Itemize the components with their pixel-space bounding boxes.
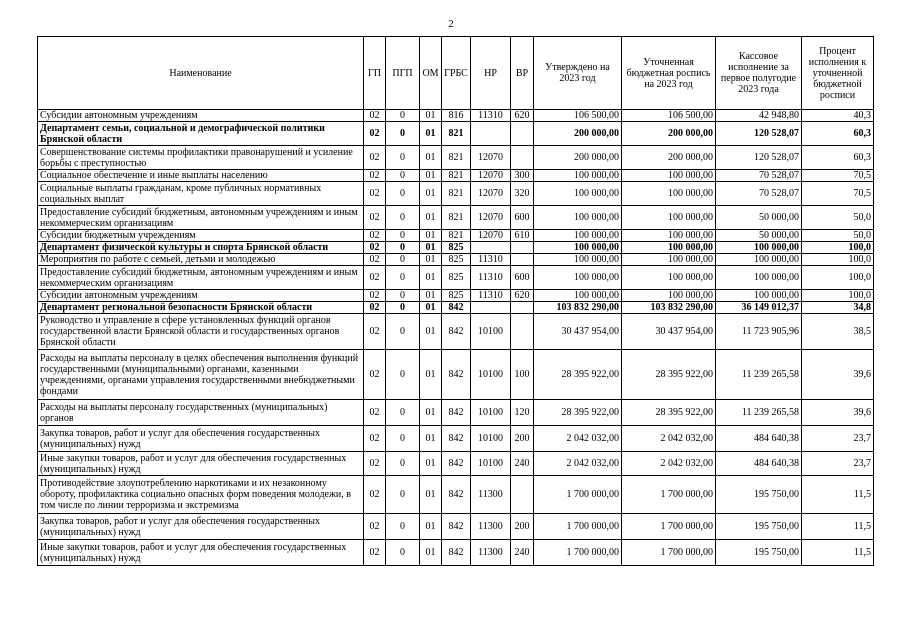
cell-ppgp: 0	[386, 230, 420, 242]
cell-percent: 23,7	[802, 426, 874, 452]
table-row	[38, 452, 874, 476]
cell-approved: 100 000,00	[534, 170, 622, 182]
cell-percent: 50,0	[802, 230, 874, 242]
cell-vr: 610	[511, 230, 534, 242]
cell-vr: 600	[511, 266, 534, 290]
cell-ppgp: 0	[386, 170, 420, 182]
cell-np	[471, 122, 511, 146]
cell-percent: 50,0	[802, 206, 874, 230]
cell-refined: 2 042 032,00	[622, 452, 716, 476]
cell-np: 10100	[471, 350, 511, 400]
cell-refined: 200 000,00	[622, 146, 716, 170]
cell-vr	[511, 476, 534, 514]
cell-name: Департамент семьи, социальной и демографической политики Брянской области	[38, 122, 364, 146]
table-row	[38, 206, 874, 230]
table-row	[38, 242, 874, 254]
cell-om: 01	[420, 452, 442, 476]
cell-om: 01	[420, 514, 442, 540]
cell-refined: 100 000,00	[622, 242, 716, 254]
cell-cash: 100 000,00	[716, 254, 802, 266]
cell-cash: 36 149 012,37	[716, 302, 802, 314]
cell-approved: 200 000,00	[534, 146, 622, 170]
cell-approved: 1 700 000,00	[534, 476, 622, 514]
cell-name: Социальное обеспечение и иные выплаты населению	[38, 170, 364, 182]
table-row	[38, 254, 874, 266]
cell-cash: 100 000,00	[716, 266, 802, 290]
cell-om: 01	[420, 400, 442, 426]
cell-ppgp: 0	[386, 540, 420, 566]
cell-gp: 02	[364, 254, 386, 266]
cell-grbs: 816	[442, 110, 471, 122]
cell-np: 11310	[471, 290, 511, 302]
cell-grbs: 825	[442, 242, 471, 254]
cell-vr	[511, 122, 534, 146]
cell-approved: 30 437 954,00	[534, 314, 622, 350]
cell-om: 01	[420, 266, 442, 290]
col-header-grbs: ГРБС	[442, 37, 471, 110]
col-header-refined: Уточненная бюджетная роспись на 2023 год	[622, 37, 716, 110]
col-header-cash: Кассовое исполнение за первое полугодие 2023 года	[716, 37, 802, 110]
cell-refined: 106 500,00	[622, 110, 716, 122]
cell-name: Департамент физической культуры и спорта Брянской области	[38, 242, 364, 254]
cell-approved: 2 042 032,00	[534, 452, 622, 476]
cell-vr: 240	[511, 452, 534, 476]
cell-percent: 60,3	[802, 122, 874, 146]
cell-approved: 100 000,00	[534, 266, 622, 290]
cell-gp: 02	[364, 514, 386, 540]
cell-approved: 28 395 922,00	[534, 400, 622, 426]
cell-grbs: 821	[442, 170, 471, 182]
cell-cash: 70 528,07	[716, 170, 802, 182]
cell-refined: 100 000,00	[622, 290, 716, 302]
table-row	[38, 230, 874, 242]
cell-np: 10100	[471, 314, 511, 350]
cell-cash: 195 750,00	[716, 476, 802, 514]
cell-percent: 100,0	[802, 266, 874, 290]
cell-name: Расходы на выплаты персоналу государственных (муниципальных) органов	[38, 400, 364, 426]
cell-refined: 100 000,00	[622, 206, 716, 230]
cell-grbs: 825	[442, 290, 471, 302]
cell-gp: 02	[364, 476, 386, 514]
cell-percent: 40,3	[802, 110, 874, 122]
cell-ppgp: 0	[386, 254, 420, 266]
cell-vr: 600	[511, 206, 534, 230]
cell-refined: 30 437 954,00	[622, 314, 716, 350]
table-row	[38, 170, 874, 182]
cell-approved: 106 500,00	[534, 110, 622, 122]
cell-np: 10100	[471, 452, 511, 476]
cell-vr: 200	[511, 514, 534, 540]
cell-grbs: 821	[442, 206, 471, 230]
table-row	[38, 514, 874, 540]
cell-gp: 02	[364, 290, 386, 302]
cell-name: Расходы на выплаты персоналу в целях обеспечения выполнения функций государственными (муниципальными) органами, казенными учреждениями, органами управления государственными внебюджетными фондами	[38, 350, 364, 400]
cell-om: 01	[420, 350, 442, 400]
cell-refined: 200 000,00	[622, 122, 716, 146]
cell-vr: 620	[511, 290, 534, 302]
cell-name: Предоставление субсидий бюджетным, автономным учреждениям и иным некоммерческим организациям	[38, 266, 364, 290]
cell-approved: 103 832 290,00	[534, 302, 622, 314]
cell-np: 12070	[471, 182, 511, 206]
cell-np: 12070	[471, 146, 511, 170]
cell-ppgp: 0	[386, 350, 420, 400]
cell-om: 01	[420, 122, 442, 146]
table-row	[38, 476, 874, 514]
cell-approved: 100 000,00	[534, 242, 622, 254]
cell-name: Субсидии бюджетным учреждениям	[38, 230, 364, 242]
cell-name: Мероприятия по работе с семьей, детьми и молодежью	[38, 254, 364, 266]
col-header-name: Наименование	[38, 37, 364, 110]
cell-percent: 70,5	[802, 182, 874, 206]
cell-vr	[511, 314, 534, 350]
cell-vr	[511, 146, 534, 170]
cell-ppgp: 0	[386, 514, 420, 540]
cell-approved: 1 700 000,00	[534, 514, 622, 540]
cell-percent: 34,8	[802, 302, 874, 314]
cell-om: 01	[420, 254, 442, 266]
table-row	[38, 314, 874, 350]
cell-vr	[511, 254, 534, 266]
cell-np: 10100	[471, 400, 511, 426]
cell-gp: 02	[364, 242, 386, 254]
cell-percent: 100,0	[802, 242, 874, 254]
cell-grbs: 842	[442, 514, 471, 540]
table-row	[38, 182, 874, 206]
cell-refined: 100 000,00	[622, 266, 716, 290]
cell-gp: 02	[364, 426, 386, 452]
cell-name: Социальные выплаты гражданам, кроме публичных нормативных социальных выплат	[38, 182, 364, 206]
cell-np: 12070	[471, 230, 511, 242]
cell-name: Закупка товаров, работ и услуг для обеспечения государственных (муниципальных) нужд	[38, 514, 364, 540]
cell-ppgp: 0	[386, 302, 420, 314]
cell-vr: 320	[511, 182, 534, 206]
table-row	[38, 122, 874, 146]
cell-refined: 103 832 290,00	[622, 302, 716, 314]
cell-vr: 300	[511, 170, 534, 182]
col-header-approved: Утверждено на 2023 год	[534, 37, 622, 110]
cell-vr	[511, 242, 534, 254]
cell-ppgp: 0	[386, 266, 420, 290]
col-header-gp: ГП	[364, 37, 386, 110]
cell-ppgp: 0	[386, 314, 420, 350]
cell-vr	[511, 302, 534, 314]
cell-grbs: 842	[442, 476, 471, 514]
cell-refined: 28 395 922,00	[622, 350, 716, 400]
cell-om: 01	[420, 540, 442, 566]
cell-gp: 02	[364, 230, 386, 242]
cell-grbs: 821	[442, 146, 471, 170]
cell-gp: 02	[364, 170, 386, 182]
cell-np	[471, 242, 511, 254]
col-header-om: ОМ	[420, 37, 442, 110]
cell-gp: 02	[364, 350, 386, 400]
cell-vr: 240	[511, 540, 534, 566]
cell-percent: 100,0	[802, 254, 874, 266]
cell-om: 01	[420, 476, 442, 514]
cell-approved: 100 000,00	[534, 230, 622, 242]
cell-ppgp: 0	[386, 476, 420, 514]
cell-refined: 100 000,00	[622, 170, 716, 182]
page-number: 2	[448, 18, 454, 30]
cell-np	[471, 302, 511, 314]
cell-om: 01	[420, 314, 442, 350]
cell-ppgp: 0	[386, 206, 420, 230]
cell-percent: 11,5	[802, 514, 874, 540]
cell-gp: 02	[364, 540, 386, 566]
cell-om: 01	[420, 206, 442, 230]
cell-cash: 120 528,07	[716, 146, 802, 170]
cell-cash: 50 000,00	[716, 230, 802, 242]
cell-name: Департамент региональной безопасности Брянской области	[38, 302, 364, 314]
cell-approved: 2 042 032,00	[534, 426, 622, 452]
cell-om: 01	[420, 146, 442, 170]
cell-grbs: 821	[442, 182, 471, 206]
cell-gp: 02	[364, 110, 386, 122]
cell-grbs: 821	[442, 122, 471, 146]
table-row	[38, 426, 874, 452]
cell-approved: 28 395 922,00	[534, 350, 622, 400]
cell-gp: 02	[364, 182, 386, 206]
cell-refined: 1 700 000,00	[622, 514, 716, 540]
cell-refined: 1 700 000,00	[622, 476, 716, 514]
cell-cash: 195 750,00	[716, 540, 802, 566]
cell-approved: 100 000,00	[534, 254, 622, 266]
cell-gp: 02	[364, 206, 386, 230]
cell-name: Субсидии автономным учреждениям	[38, 110, 364, 122]
cell-vr: 620	[511, 110, 534, 122]
cell-ppgp: 0	[386, 242, 420, 254]
cell-name: Предоставление субсидий бюджетным, автономным учреждениям и иным некоммерческим организациям	[38, 206, 364, 230]
cell-ppgp: 0	[386, 122, 420, 146]
cell-percent: 11,5	[802, 476, 874, 514]
cell-gp: 02	[364, 302, 386, 314]
cell-gp: 02	[364, 400, 386, 426]
col-header-vr: ВР	[511, 37, 534, 110]
cell-om: 01	[420, 230, 442, 242]
cell-grbs: 842	[442, 400, 471, 426]
cell-vr: 100	[511, 350, 534, 400]
cell-name: Иные закупки товаров, работ и услуг для обеспечения государственных (муниципальных) нужд	[38, 452, 364, 476]
cell-om: 01	[420, 426, 442, 452]
budget-table	[37, 36, 874, 566]
cell-grbs: 842	[442, 540, 471, 566]
cell-ppgp: 0	[386, 452, 420, 476]
cell-refined: 28 395 922,00	[622, 400, 716, 426]
cell-percent: 39,6	[802, 350, 874, 400]
table-body	[38, 110, 874, 566]
cell-percent: 11,5	[802, 540, 874, 566]
table-row	[38, 146, 874, 170]
cell-np: 12070	[471, 170, 511, 182]
cell-percent: 70,5	[802, 170, 874, 182]
table-row	[38, 540, 874, 566]
cell-vr: 200	[511, 426, 534, 452]
table-row	[38, 302, 874, 314]
cell-np: 11310	[471, 266, 511, 290]
cell-approved: 100 000,00	[534, 182, 622, 206]
col-header-percent: Процент исполнения к уточненной бюджетной росписи	[802, 37, 874, 110]
cell-grbs: 842	[442, 302, 471, 314]
cell-refined: 100 000,00	[622, 182, 716, 206]
table-header-row	[38, 37, 874, 110]
cell-cash: 50 000,00	[716, 206, 802, 230]
cell-ppgp: 0	[386, 110, 420, 122]
cell-grbs: 842	[442, 426, 471, 452]
cell-np: 11300	[471, 540, 511, 566]
cell-cash: 100 000,00	[716, 242, 802, 254]
cell-cash: 120 528,07	[716, 122, 802, 146]
cell-grbs: 842	[442, 452, 471, 476]
cell-cash: 484 640,38	[716, 426, 802, 452]
cell-cash: 11 239 265,58	[716, 400, 802, 426]
cell-approved: 1 700 000,00	[534, 540, 622, 566]
cell-gp: 02	[364, 146, 386, 170]
cell-om: 01	[420, 170, 442, 182]
cell-ppgp: 0	[386, 182, 420, 206]
table-row	[38, 110, 874, 122]
cell-cash: 11 723 905,96	[716, 314, 802, 350]
cell-percent: 60,3	[802, 146, 874, 170]
cell-np: 11300	[471, 476, 511, 514]
cell-om: 01	[420, 290, 442, 302]
cell-om: 01	[420, 242, 442, 254]
cell-grbs: 825	[442, 266, 471, 290]
cell-approved: 100 000,00	[534, 290, 622, 302]
cell-refined: 100 000,00	[622, 230, 716, 242]
cell-grbs: 842	[442, 314, 471, 350]
cell-ppgp: 0	[386, 146, 420, 170]
table-row	[38, 266, 874, 290]
cell-refined: 100 000,00	[622, 254, 716, 266]
cell-name: Руководство и управление в сфере установленных функций органов государственной власти Брянской области и государственных органов Брянской области	[38, 314, 364, 350]
cell-gp: 02	[364, 122, 386, 146]
cell-approved: 100 000,00	[534, 206, 622, 230]
cell-gp: 02	[364, 314, 386, 350]
cell-name: Субсидии автономным учреждениям	[38, 290, 364, 302]
cell-percent: 38,5	[802, 314, 874, 350]
cell-np: 11310	[471, 254, 511, 266]
cell-cash: 195 750,00	[716, 514, 802, 540]
col-header-ppgp: ПГП	[386, 37, 420, 110]
cell-percent: 23,7	[802, 452, 874, 476]
cell-name: Закупка товаров, работ и услуг для обеспечения государственных (муниципальных) нужд	[38, 426, 364, 452]
cell-vr: 120	[511, 400, 534, 426]
cell-np: 11310	[471, 110, 511, 122]
cell-grbs: 825	[442, 254, 471, 266]
cell-refined: 1 700 000,00	[622, 540, 716, 566]
cell-cash: 70 528,07	[716, 182, 802, 206]
cell-ppgp: 0	[386, 426, 420, 452]
cell-grbs: 842	[442, 350, 471, 400]
cell-percent: 39,6	[802, 400, 874, 426]
cell-ppgp: 0	[386, 400, 420, 426]
cell-om: 01	[420, 110, 442, 122]
cell-approved: 200 000,00	[534, 122, 622, 146]
cell-cash: 484 640,38	[716, 452, 802, 476]
cell-om: 01	[420, 182, 442, 206]
cell-cash: 100 000,00	[716, 290, 802, 302]
cell-np: 11300	[471, 514, 511, 540]
cell-cash: 11 239 265,58	[716, 350, 802, 400]
table-row	[38, 350, 874, 400]
cell-percent: 100,0	[802, 290, 874, 302]
cell-cash: 42 948,80	[716, 110, 802, 122]
cell-refined: 2 042 032,00	[622, 426, 716, 452]
cell-np: 12070	[471, 206, 511, 230]
table-row	[38, 290, 874, 302]
cell-grbs: 821	[442, 230, 471, 242]
cell-ppgp: 0	[386, 290, 420, 302]
cell-name: Иные закупки товаров, работ и услуг для обеспечения государственных (муниципальных) нужд	[38, 540, 364, 566]
col-header-np: НР	[471, 37, 511, 110]
cell-name: Противодействие злоупотреблению наркотиками и их незаконному обороту, профилактика социально опасных форм поведения молодежи, в том числе по линии терроризма и экстремизма	[38, 476, 364, 514]
cell-name: Совершенствование системы профилактики правонарушений и усиление борьбы с преступностью	[38, 146, 364, 170]
cell-gp: 02	[364, 452, 386, 476]
cell-gp: 02	[364, 266, 386, 290]
cell-np: 10100	[471, 426, 511, 452]
cell-om: 01	[420, 302, 442, 314]
table-row	[38, 400, 874, 426]
